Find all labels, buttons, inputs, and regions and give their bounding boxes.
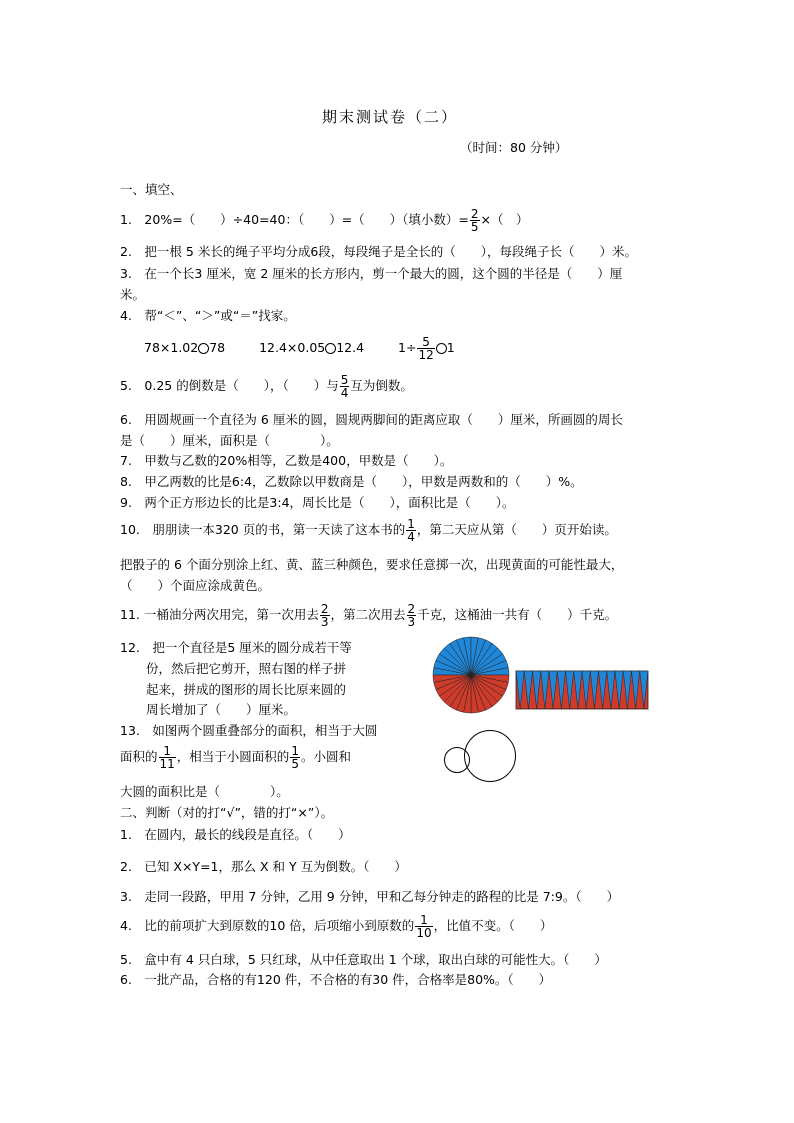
fraction bbox=[320, 603, 330, 628]
q11-text-b: ，第二次用去 bbox=[330, 607, 406, 622]
q11-text-c: 千克，这桶油一共有（ ）千克。 bbox=[417, 607, 618, 622]
question-10b-line2: （ ）个面应涂成黄色。 bbox=[120, 578, 271, 593]
numerator: 2 bbox=[407, 602, 416, 616]
q4-item-a2: 78 bbox=[209, 340, 226, 355]
fraction bbox=[407, 603, 417, 628]
denominator: 10 bbox=[416, 926, 432, 940]
numerator: 1 bbox=[407, 517, 415, 531]
section1-heading: 一、填空、 bbox=[120, 182, 183, 197]
question-4-items bbox=[144, 336, 455, 361]
question-1 bbox=[120, 208, 529, 233]
rearranged-strip-figure bbox=[515, 670, 649, 710]
question-4: 4. 帮“＜”、“＞”或“＝”找家。 bbox=[120, 308, 296, 323]
judge-1: 1. 在圆内，最长的线段是直径。（ ） bbox=[120, 827, 351, 842]
small-circle bbox=[445, 748, 470, 773]
judge-2: 2. 已知 X×Y=1，那么 X 和 Y 互为倒数。（ ） bbox=[120, 859, 407, 874]
q4-item-b: 12.4×0.05 bbox=[259, 340, 326, 355]
q13-text-c: 。小圆和 bbox=[300, 749, 351, 764]
question-3-line2: 米。 bbox=[120, 287, 146, 302]
large-circle bbox=[465, 731, 516, 782]
denominator: 11 bbox=[159, 757, 175, 771]
numerator: 5 bbox=[422, 335, 430, 349]
compare-circle bbox=[325, 343, 336, 354]
denominator: 3 bbox=[320, 615, 329, 629]
question-12-line2: 份，然后把它剪开，照右图的样子拼 bbox=[146, 661, 347, 676]
question-3-line1: 3. 在一个长3 厘米，宽 2 厘米的长方形内，剪一个最大的圆，这个圆的半径是（ ）厘 bbox=[120, 266, 623, 281]
question-13-line2 bbox=[120, 745, 351, 770]
question-12-line3: 起来，拼成的图形的周长比原来圆的 bbox=[146, 682, 347, 697]
denominator: 12 bbox=[418, 348, 434, 362]
compare-circle bbox=[436, 343, 447, 354]
fraction bbox=[417, 336, 434, 361]
denominator: 5 bbox=[291, 757, 299, 771]
question-5 bbox=[120, 374, 413, 399]
question-12-line1: 12. 把一个直径是5 厘米的圆分成若干等 bbox=[120, 640, 352, 655]
denominator: 4 bbox=[340, 386, 349, 400]
denominator: 4 bbox=[407, 530, 415, 544]
page-title: 期末测试卷（二） bbox=[322, 108, 459, 126]
q13-text-a: 面积的 bbox=[120, 749, 158, 764]
q10-text-a: 10. 朋朋读一本320 页的书，第一天读了这本书的 bbox=[120, 522, 406, 537]
numerator: 1 bbox=[163, 744, 171, 758]
q11-text-a: 11. 一桶油分两次用完，第一次用去 bbox=[120, 607, 319, 622]
time-note: （时间：80 分钟） bbox=[460, 140, 568, 155]
q10-text-b: ，第二天应从第（ ）页开始读。 bbox=[416, 522, 617, 537]
fraction bbox=[159, 745, 176, 770]
numerator: 1 bbox=[420, 913, 428, 927]
numerator: 1 bbox=[291, 744, 299, 758]
fraction bbox=[470, 208, 480, 233]
q4-item-b2: 12.4 bbox=[336, 340, 365, 355]
q4-item-c2: 1 bbox=[446, 340, 455, 355]
denominator: 3 bbox=[407, 615, 416, 629]
question-8: 8. 甲乙两数的比是6:4，乙数除以甲数商是（ ），甲数是两数和的（ ）%。 bbox=[120, 474, 583, 489]
question-12-line4: 周长增加了（ ）厘米。 bbox=[146, 702, 297, 717]
j4-text-a: 4. 比的前项扩大到原数的10 倍，后项缩小到原数的 bbox=[120, 918, 415, 933]
question-9: 9. 两个正方形边长的比是3:4，周长比是（ ），面积比是（ ）。 bbox=[120, 495, 515, 510]
fraction bbox=[340, 374, 350, 399]
fraction bbox=[290, 745, 300, 770]
q1-text-b: ×（ ） bbox=[480, 212, 529, 227]
question-13-line3: 大圆的面积比是（ ）。 bbox=[120, 784, 289, 799]
q5-text-b: 互为倒数。 bbox=[350, 378, 413, 393]
q1-text-a: 1. 20%=（ ）÷40=40：（ ）=（ ）（填小数）= bbox=[120, 212, 469, 227]
q5-text-a: 5. 0.25 的倒数是（ ），（ ）与 bbox=[120, 378, 339, 393]
question-6-line1: 6. 用圆规画一个直径为 6 厘米的圆，圆规两脚间的距离应取（ ）厘米，所画圆的周长 bbox=[120, 412, 623, 427]
overlapping-circles-figure bbox=[440, 726, 520, 784]
denominator: 5 bbox=[470, 220, 479, 234]
judge-3: 3. 走同一段路，甲用 7 分钟，乙用 9 分钟，甲和乙每分钟走的路程的比是 7:9。（ ） bbox=[120, 889, 620, 904]
judge-4 bbox=[120, 914, 552, 939]
compare-circle bbox=[198, 343, 209, 354]
question-7: 7. 甲数与乙数的20%相等，乙数是400，甲数是（ ）。 bbox=[120, 453, 453, 468]
question-13-line1: 13. 如图两个圆重叠部分的面积，相当于大圆 bbox=[120, 723, 378, 738]
j4-text-b: ，比值不变。（ ） bbox=[433, 918, 553, 933]
q13-text-b: ，相当于小圆面积的 bbox=[176, 749, 290, 764]
fraction bbox=[406, 518, 416, 543]
question-10b-line1: 把骰子的 6 个面分别涂上红、黄、蓝三种颜色，要求任意掷一次，出现黄面的可能性最大， bbox=[120, 557, 624, 572]
question-10 bbox=[120, 518, 617, 543]
judge-6: 6. 一批产品，合格的有120 件，不合格的有30 件，合格率是80%。（ ） bbox=[120, 972, 552, 987]
numerator: 2 bbox=[470, 207, 479, 221]
q4-item-c: 1÷ bbox=[398, 340, 417, 355]
q4-item-a: 78×1.02 bbox=[144, 340, 199, 355]
fraction bbox=[415, 914, 432, 939]
question-11 bbox=[120, 603, 617, 628]
section2-heading: 二、判断（对的打“√”，错的打“×”）。 bbox=[120, 805, 334, 820]
question-6-line2: 是（ ）厘米，面积是（ ）。 bbox=[120, 433, 339, 448]
numerator: 2 bbox=[320, 602, 329, 616]
sector-circle-figure bbox=[432, 636, 510, 714]
judge-5: 5. 盒中有 4 只白球，5 只红球，从中任意取出 1 个球，取出白球的可能性大。（ ） bbox=[120, 952, 607, 967]
numerator: 5 bbox=[340, 373, 349, 387]
question-2: 2. 把一根 5 米长的绳子平均分成6段，每段绳子是全长的（ ），每段绳子长（ ）米。 bbox=[120, 244, 638, 259]
